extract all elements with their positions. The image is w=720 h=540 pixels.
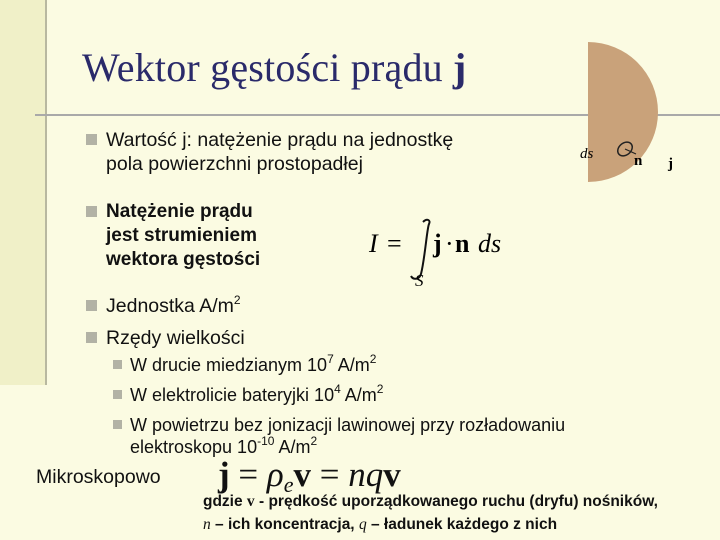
title-text: Wektor gęstości prądu: [82, 45, 443, 90]
bullet-unit: [86, 294, 241, 318]
formula-sub-s: S: [415, 271, 424, 290]
integral-sign: [411, 220, 430, 279]
title-symbol: j: [452, 45, 467, 90]
formula-eq: =: [387, 229, 402, 258]
left-band: [0, 0, 47, 385]
formula-dot: ·: [445, 229, 454, 258]
flux-formula: [365, 218, 515, 290]
subbullet-marker: [113, 390, 122, 399]
bullet-marker: [86, 332, 97, 343]
bullet-marker: [86, 206, 97, 217]
ds-label: ds: [580, 146, 594, 162]
formula-ds: ds: [478, 229, 502, 258]
bullet-marker: [86, 300, 97, 311]
subbullet-text: W drucie miedzianym $10^7$ $A/m^2$: [130, 352, 377, 375]
bullet-text: Rzędy wielkości: [106, 327, 245, 349]
subbullet-text: W powietrzu bez jonizacji lawinowej przy rozładowaniu elektroskopu $10^{-10}$ $A/m^2$: [130, 415, 566, 457]
subbullet-marker: [113, 420, 122, 429]
footnote-line-2: n – ich koncentracja, q – ładunek każdego z nich: [203, 516, 558, 533]
subbullet-text: W elektrolicie bateryjki $10^4$ $A/m^2$: [130, 382, 384, 405]
bullet-flux: [86, 200, 260, 272]
microscopic-label: Mikroskopowo: [36, 466, 161, 488]
slide-title: [82, 44, 466, 91]
surface-diagram: [572, 42, 720, 182]
bullet-text: Jednostka $A/m^2$: [106, 293, 241, 317]
bullet-text: Wartość j: natężenie prądu na jednostkę pola powierzchni prostopadłej: [106, 129, 454, 175]
j-symbol: j: [182, 129, 187, 151]
footnote-line-1: gdzie v - prędkość uporządkowanego ruchu (dryfu) nośników,: [203, 493, 658, 510]
n-label: n: [634, 153, 643, 169]
bullet-marker: [86, 134, 97, 145]
subbullet-air: [113, 414, 565, 458]
bullet-text: Natężenie prądu jest strumieniem wektora gęstości: [106, 201, 261, 270]
subbullet-marker: [113, 360, 122, 369]
bullet-magnitudes: [86, 326, 245, 350]
microscopic-formula: j = ρev = nqv: [218, 455, 401, 497]
subbullet-electrolyte: [113, 384, 383, 406]
formula-lhs: I: [369, 229, 378, 258]
j-label: j: [668, 156, 673, 172]
formula-n: n: [455, 229, 470, 258]
formula-j: j: [433, 229, 442, 258]
subbullet-copper-wire: [113, 354, 376, 376]
bullet-current-density: [86, 128, 453, 176]
surface-half-disk: [588, 42, 658, 182]
